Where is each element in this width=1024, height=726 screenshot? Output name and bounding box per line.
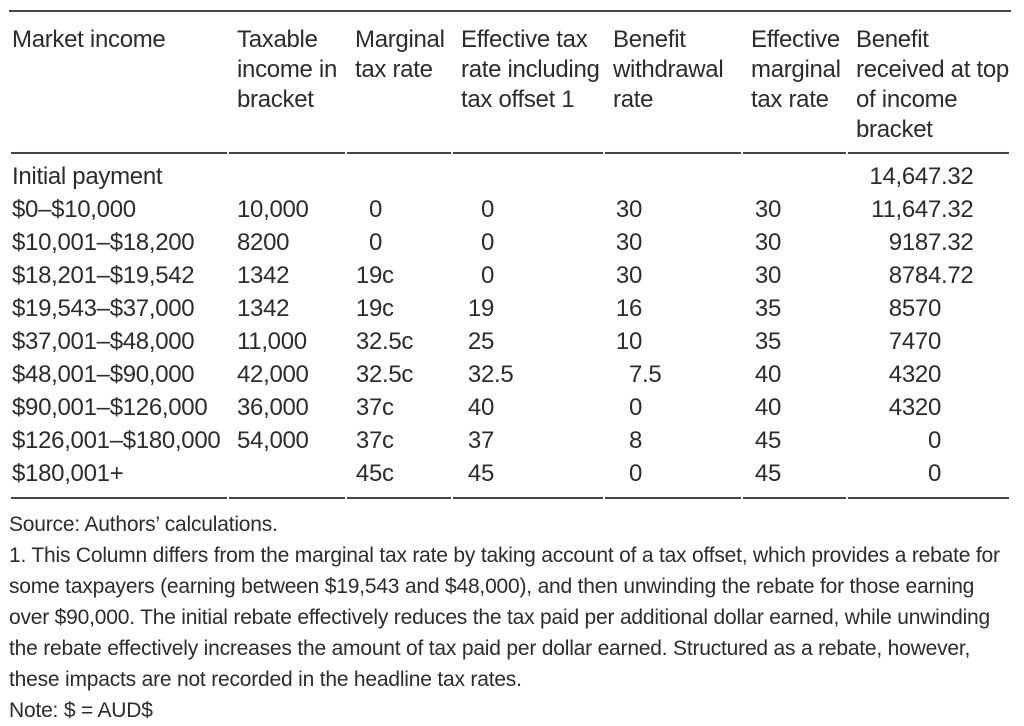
value-cell [347, 325, 451, 358]
value-cell: 1342 [237, 262, 290, 289]
value-cell [848, 259, 1009, 292]
table-row [11, 457, 1009, 499]
value-integer-part: 16 [615, 295, 642, 322]
value-cell [229, 457, 345, 499]
value-integer-part: 0 [927, 460, 941, 487]
value-cell [347, 154, 451, 193]
value-integer-part: 35 [754, 328, 781, 355]
value-integer-part: 14,647 [869, 163, 941, 190]
row-label-cell: $10,001–$18,200 [12, 229, 195, 256]
table-head [11, 12, 1009, 154]
row-label-cell: $180,001+ [11, 457, 227, 499]
value-integer-part: 25 [467, 328, 494, 355]
value-cell [453, 325, 603, 358]
value-integer-part: 0 [368, 229, 382, 256]
value-suffix-part: .5 [642, 361, 662, 388]
value-integer-part: 0 [480, 196, 494, 223]
value-integer-part: 30 [615, 262, 642, 289]
value-cell [605, 358, 741, 391]
table-row [11, 193, 1009, 226]
table-notes [9, 509, 1015, 726]
value-cell [743, 358, 846, 391]
value-suffix-part: c [382, 262, 394, 289]
value-cell [848, 424, 1009, 457]
value-integer-part: 32 [355, 328, 382, 355]
value-cell [848, 391, 1009, 424]
table-row [11, 226, 1009, 259]
value-cell: 10,000 [237, 196, 309, 223]
value-cell [453, 292, 603, 325]
value-integer-part: 10 [615, 328, 642, 355]
tax-benefit-table [9, 12, 1011, 499]
value-integer-part: 0 [480, 262, 494, 289]
value-integer-part: 32 [467, 361, 494, 388]
table-row [11, 259, 1009, 292]
value-cell [743, 226, 846, 259]
table-row [11, 424, 1009, 457]
value-cell [347, 457, 451, 499]
value-suffix-part: .32 [941, 163, 974, 190]
value-integer-part: 11,647 [871, 196, 941, 223]
value-suffix-part: .5 [494, 361, 514, 388]
value-cell [347, 259, 451, 292]
value-cell [229, 154, 345, 193]
value-integer-part: 0 [628, 394, 642, 421]
value-cell [453, 358, 603, 391]
value-cell [605, 391, 741, 424]
value-integer-part: 45 [754, 427, 781, 454]
column-header: Taxable income in bracket [229, 12, 345, 154]
row-label-cell: Initial payment [12, 163, 163, 190]
value-cell [605, 457, 741, 499]
value-cell [848, 154, 1009, 193]
value-integer-part: 35 [754, 295, 781, 322]
table-row [11, 292, 1009, 325]
value-integer-part: 37 [355, 427, 382, 454]
value-cell [605, 226, 741, 259]
value-integer-part: 7 [628, 361, 642, 388]
value-cell [347, 292, 451, 325]
value-integer-part: 45 [355, 460, 382, 487]
table-row [11, 325, 1009, 358]
value-cell [453, 457, 603, 499]
value-cell [848, 292, 1009, 325]
value-cell [347, 358, 451, 391]
value-integer-part: 19 [467, 295, 494, 322]
column-header: Benefit received at top of income bracket [848, 12, 1009, 154]
value-cell [605, 292, 741, 325]
value-integer-part: 0 [628, 460, 642, 487]
value-suffix-part: c [382, 394, 394, 421]
value-cell [347, 193, 451, 226]
value-cell [743, 391, 846, 424]
value-integer-part: 9187 [888, 229, 941, 256]
value-cell [453, 226, 603, 259]
value-cell [453, 154, 603, 193]
value-cell: 54,000 [237, 427, 309, 454]
source-note: Source: Authors’ calculations. [9, 513, 278, 536]
value-cell [453, 259, 603, 292]
table-header-row [11, 12, 1009, 154]
footnote-1: 1. This Column differs from the marginal tax rate by taking account of a tax offset, which provides a rebate for some taxpayers (earning between $19,543 and $48,000), and then unwinding the rebate for those earning over $90,000. The initial rebate effectively reduces the tax paid per additional dollar earned, while unwinding the rebate effectively increases the amount of tax paid per dollar earned. Structured as a rebate, however, these impacts are not recorded in the headline tax rates. [9, 544, 1000, 691]
value-cell [453, 424, 603, 457]
value-cell [743, 193, 846, 226]
column-header: Market income [11, 12, 227, 154]
value-integer-part: 0 [368, 196, 382, 223]
value-suffix-part: .5c [382, 361, 414, 388]
value-integer-part: 7470 [888, 328, 941, 355]
value-integer-part: 4320 [888, 394, 941, 421]
row-label-cell: $37,001–$48,000 [12, 328, 195, 355]
value-cell [743, 457, 846, 499]
value-integer-part: 19 [355, 262, 382, 289]
value-cell [743, 292, 846, 325]
value-suffix-part: .32 [941, 196, 974, 223]
value-integer-part: 0 [480, 229, 494, 256]
value-cell [743, 259, 846, 292]
value-integer-part: 8570 [888, 295, 941, 322]
value-cell: 8200 [237, 229, 290, 256]
value-cell [605, 259, 741, 292]
value-cell [743, 154, 846, 193]
table-row [11, 154, 1009, 193]
value-cell [743, 424, 846, 457]
value-cell: 42,000 [237, 361, 309, 388]
value-suffix-part: c [382, 427, 394, 454]
table-row [11, 391, 1009, 424]
value-cell [605, 325, 741, 358]
value-cell: 1342 [237, 295, 290, 322]
value-integer-part: 0 [927, 427, 941, 454]
table-row [11, 358, 1009, 391]
value-cell [347, 226, 451, 259]
value-cell [848, 325, 1009, 358]
value-cell [848, 226, 1009, 259]
value-integer-part: 30 [615, 196, 642, 223]
value-integer-part: 45 [754, 460, 781, 487]
row-label-cell: $90,001–$126,000 [12, 394, 208, 421]
value-cell [848, 193, 1009, 226]
value-integer-part: 40 [467, 394, 494, 421]
value-cell: 36,000 [237, 394, 309, 421]
value-cell [453, 193, 603, 226]
value-integer-part: 19 [355, 295, 382, 322]
value-integer-part: 4320 [888, 361, 941, 388]
value-cell [347, 391, 451, 424]
column-header: Marginal tax rate [347, 12, 451, 154]
row-label-cell: $18,201–$19,542 [12, 262, 195, 289]
row-label-cell: $19,543–$37,000 [12, 295, 195, 322]
row-label-cell: $0–$10,000 [12, 196, 136, 223]
value-suffix-part: c [382, 460, 394, 487]
value-integer-part: 8784 [888, 262, 941, 289]
value-cell [848, 457, 1009, 499]
column-header: Effective marginal tax rate [743, 12, 846, 154]
value-suffix-part: .5c [382, 328, 414, 355]
value-integer-part: 37 [355, 394, 382, 421]
value-suffix-part: .72 [941, 262, 974, 289]
value-integer-part: 37 [467, 427, 494, 454]
column-header: Effective tax rate including tax offset 1 [453, 12, 603, 154]
value-cell [453, 391, 603, 424]
value-cell [605, 193, 741, 226]
value-cell [605, 154, 741, 193]
row-label-cell: $48,001–$90,000 [12, 361, 195, 388]
value-suffix-part: c [382, 295, 394, 322]
column-header: Benefit withdrawal rate [605, 12, 741, 154]
value-suffix-part: .32 [941, 229, 974, 256]
value-integer-part: 32 [355, 361, 382, 388]
value-cell [743, 325, 846, 358]
value-cell [347, 424, 451, 457]
value-integer-part: 40 [754, 361, 781, 388]
value-integer-part: 8 [628, 427, 642, 454]
row-label-cell: $126,001–$180,000 [12, 427, 221, 454]
value-integer-part: 30 [754, 262, 781, 289]
value-integer-part: 40 [754, 394, 781, 421]
table-body [11, 154, 1009, 499]
currency-note: Note: $ = AUD$ [9, 699, 153, 722]
value-integer-part: 30 [754, 229, 781, 256]
value-cell [605, 424, 741, 457]
value-cell [848, 358, 1009, 391]
value-integer-part: 30 [615, 229, 642, 256]
value-integer-part: 45 [467, 460, 494, 487]
value-integer-part: 30 [754, 196, 781, 223]
value-cell: 11,000 [237, 328, 307, 355]
